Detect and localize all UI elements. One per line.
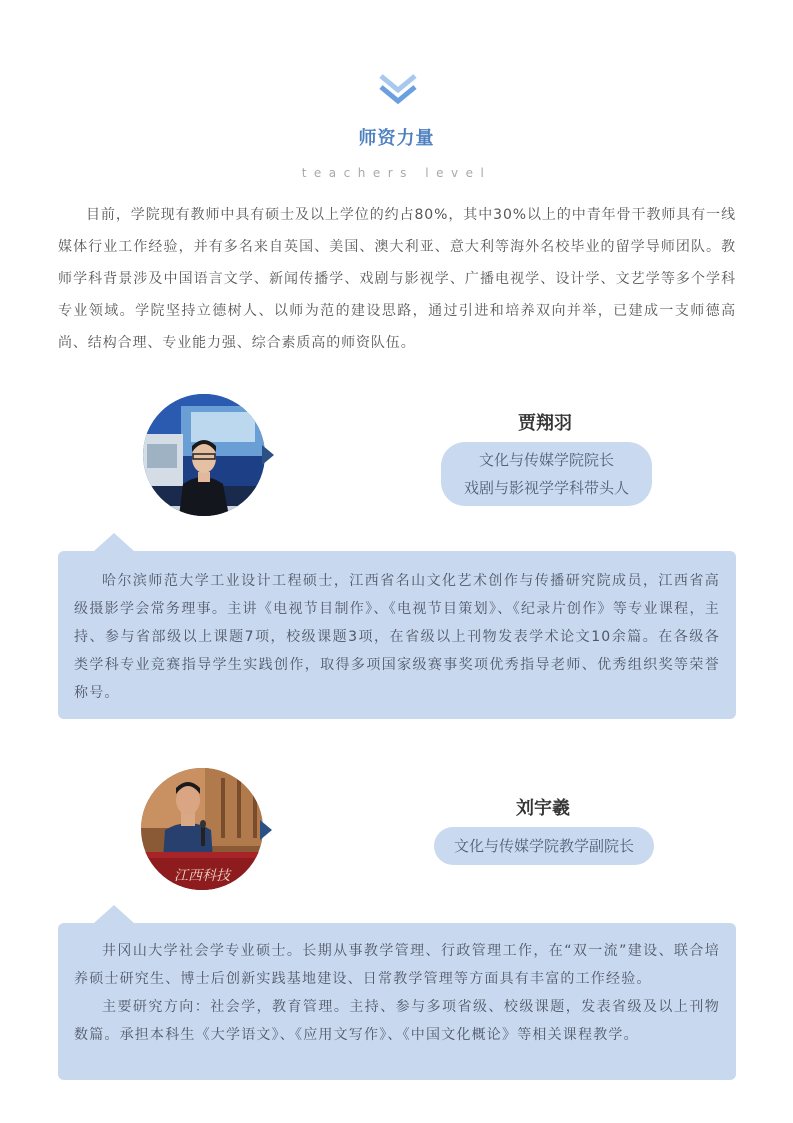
teacher-bio: 主要研究方向：社会学，教育管理。主持、参与多项省级、校级课题，发表省级及以上刊物数篇。承担本科生《大学语文》、《应用文写作》、《中国文化概论》等相关课程教学。	[74, 999, 720, 1043]
teacher-photo	[143, 394, 273, 524]
teacher-bio-card	[58, 923, 736, 1080]
teacher-role-badge	[434, 827, 654, 865]
teacher-role: 文化与传媒学院教学副院长	[453, 837, 634, 855]
teacher-bio: 哈尔滨师范大学工业设计工程硕士，江西省名山文化艺术创作与传播研究院成员，江西省高级摄影学会常务理事。主讲《电视节目制作》、《电视节目策划》、《纪录片创作》等专业课程，主持、参与省部级以上课题7项，校级课题3项，在省级以上刊物发表学术论文10余篇。在各级各类学科专业竞赛指导学生实践创作，取得多项国家级赛事奖项优秀指导老师、优秀组织奖等荣誉称号。	[74, 573, 720, 701]
bio-card-pointer	[94, 533, 134, 551]
teacher-name: 贾翔羽	[518, 413, 572, 434]
teacher-photo-image	[141, 768, 263, 890]
intro-paragraph: 目前，学院现有教师中具有硕士及以上学位的约占80%，其中30%以上的中青年骨干教师具有一线媒体行业工作经验，并有多名来自英国、美国、澳大利亚、意大利等海外名校毕业的留学导师团队。教师学科背景涉及中国语言文学、新闻传播学、戏剧与影视学、广播电视学、设计学、文艺学等多个学科专业领域。学院坚持立德树人、以师为范的建设思路，通过引进和培养双向并举，已建成一支师德高尚、结构合理、专业能力强、综合素质高的师资队伍。	[58, 207, 736, 351]
teacher-photo-image	[143, 394, 265, 516]
teacher-bio-card	[58, 551, 736, 719]
teacher-role: 戏剧与影视学学科带头人	[463, 479, 629, 497]
teacher-role: 文化与传媒学院院长	[478, 451, 614, 469]
bio-card-pointer	[94, 905, 134, 923]
podium-text: 江西科技	[174, 868, 230, 884]
teacher-photo	[141, 768, 271, 898]
section-subtitle: teachers level	[301, 166, 492, 180]
teacher-role-badge	[441, 442, 652, 506]
photo-pointer-icon	[262, 445, 274, 465]
section-title: 师资力量	[358, 128, 435, 149]
teacher-name: 刘宇羲	[516, 798, 570, 819]
photo-pointer-icon	[260, 820, 272, 840]
double-chevron-down-icon	[378, 72, 418, 106]
teacher-bio: 井冈山大学社会学专业硕士。长期从事教学管理、行政管理工作，在“双一流”建设、联合培养硕士研究生、博士后创新实践基地建设、日常教学管理等方面具有丰富的工作经验。	[74, 943, 720, 987]
